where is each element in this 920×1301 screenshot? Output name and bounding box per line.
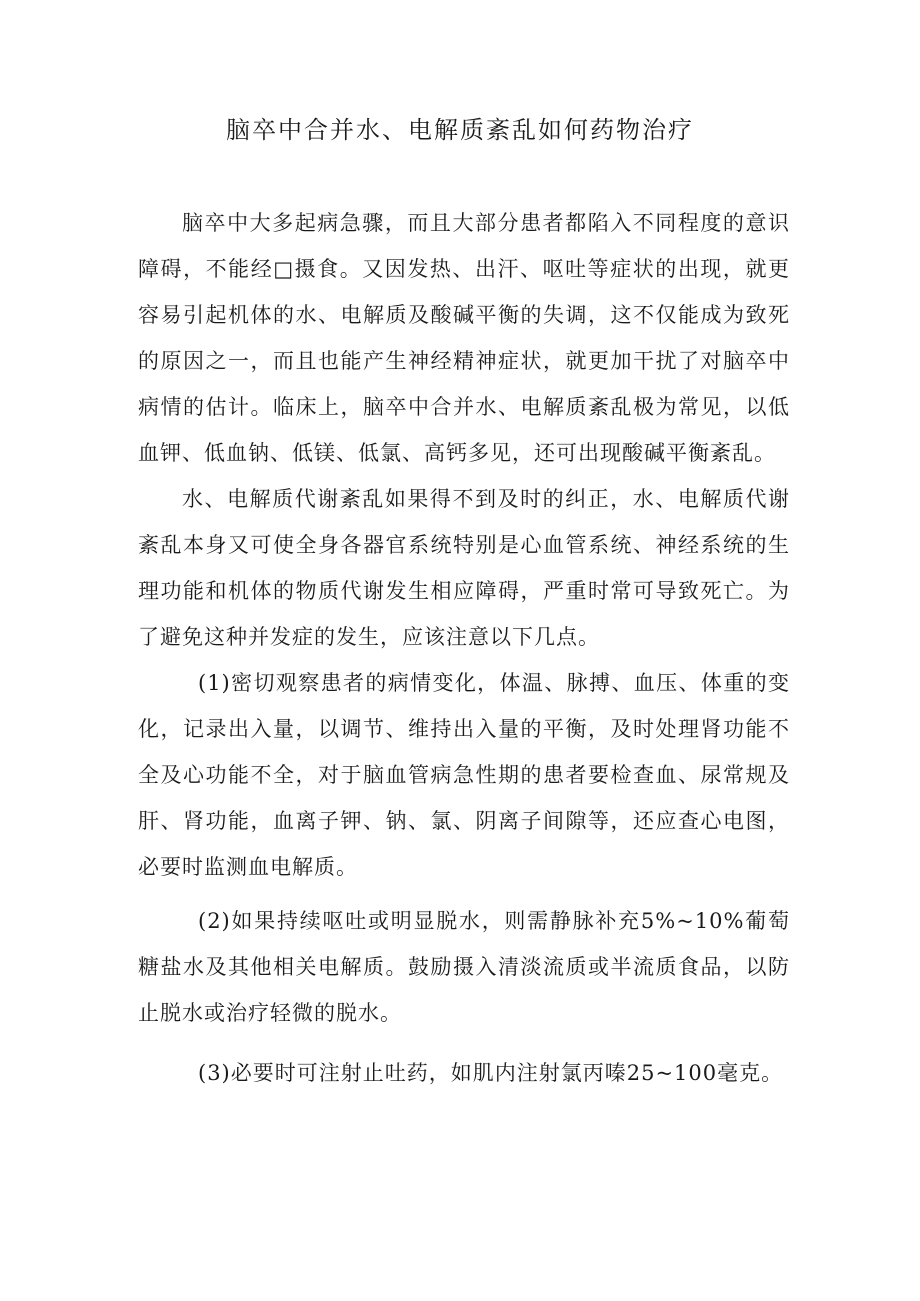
paragraph-item-2: (2)如果持续呕吐或明显脱水，则需静脉补充5%~10%葡萄糖盐水及其他相关电解质。鼓励摄入清淡流质或半流质食品，以防止脱水或治疗轻微的脱水。	[138, 909, 790, 1025]
paragraph-consequences: 水、电解质代谢紊乱如果得不到及时的纠正，水、电解质代谢紊乱本身又可使全身各器官系统特别是心血管系统、神经系统的生理功能和机体的物质代谢发生相应障碍，严重时常可导致死亡。为了避免这种并发症的发生，应该注意以下几点。	[138, 487, 790, 649]
paragraph-item-3: (3)必要时可注射止吐药，如肌内注射氯丙嗪25~100毫克。	[198, 1061, 784, 1085]
paragraph-intro: 脑卒中大多起病急骤，而且大部分患者都陷入不同程度的意识障碍，不能经□摄食。又因发热、出汗、呕吐等症状的出现，就更容易引起机体的水、电解质及酸碱平衡的失调，这不仅能成为致死的原因之一，而且也能产生神经精神症状，就更加干扰了对脑卒中病情的估计。临床上，脑卒中合并水、电解质紊乱极为常见，以低血钾、低血钠、低镁、低氯、高钙多见，还可出现酸碱平衡紊乱。	[138, 211, 790, 465]
document-title: 脑卒中合并水、电解质紊乱如何药物治疗	[226, 116, 694, 144]
document-body	[138, 200, 790, 1096]
paragraph-item-1: (1)密切观察患者的病情变化，体温、脉搏、血压、体重的变化，记录出入量，以调节、维持出入量的平衡，及时处理肾功能不全及心功能不全，对于脑血管病急性期的患者要检查血、尿常规及肝、肾功能，血离子钾、钠、氯、阴离子间隙等，还应查心电图，必要时监测血电解质。	[138, 671, 790, 879]
